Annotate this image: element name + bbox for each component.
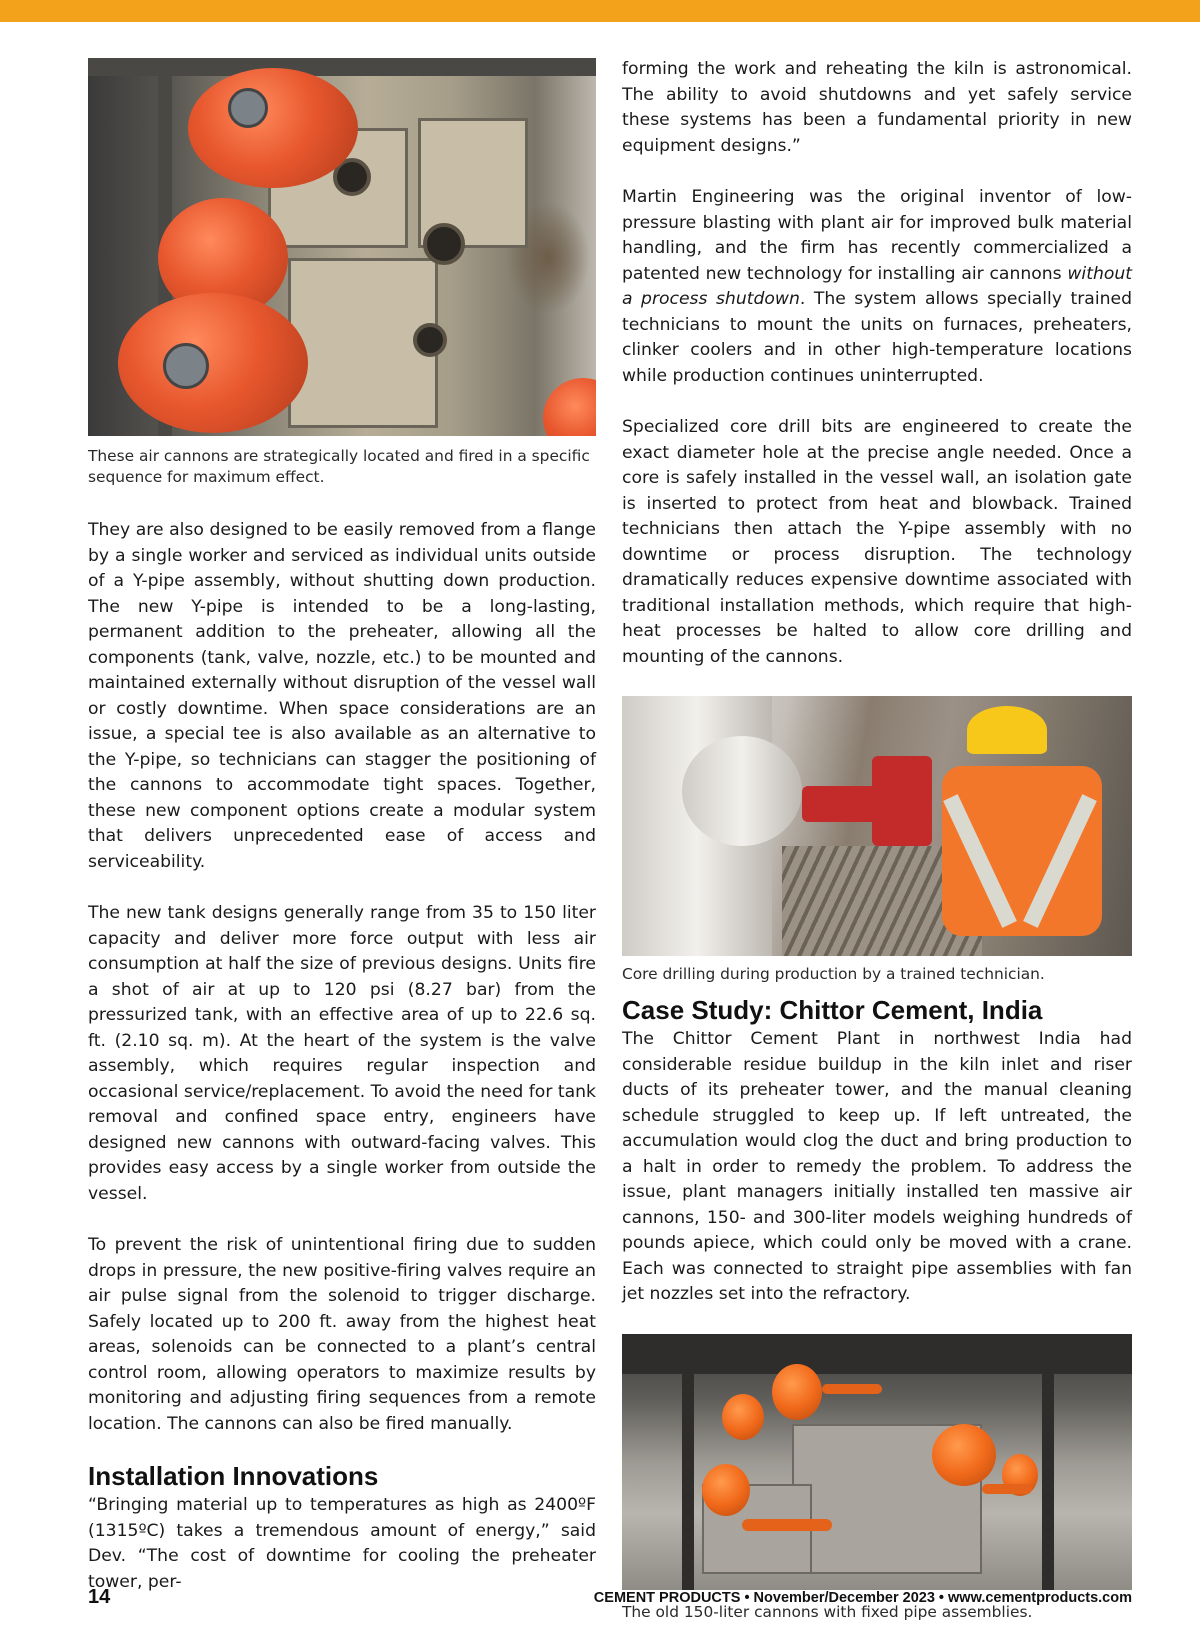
heading-case-study: Case Study: Chittor Cement, India [622, 995, 1043, 1025]
left-column [88, 58, 596, 1595]
paragraph-chittor-cement: The Chittor Cement Plant in northwest India had considerable residue buildup in the kiln inlet and riser ducts of its preheater tower, and the manual cleaning schedule struggled to keep up. If left untreated, the accumulation would clog the duct and bring production to a halt in order to remedy the problem. To address the issue, plant managers initially installed ten massive air cannons, 150- and 300-liter models weighing hundreds of pounds apiece, which could only be moved with a crane. Each was connected to straight pipe assemblies with fan jet nozzles set into the refractory. [622, 1029, 1132, 1304]
right-column [622, 58, 1132, 1623]
paragraph-quote-continued: forming the work and reheating the kiln is astronomical. The ability to avoid shutdowns and yet safely service these systems has been a fundamental priority in new equipment designs.” [622, 59, 1132, 156]
martin-engineering-emphasis: without a process shutdown [622, 263, 1132, 309]
martin-engineering-text-b: . The system allows specially trained technicians to mount the units on furnaces, preheaters, clinker coolers and in other high-temperature locations while production continues uninterrupted. [622, 289, 1132, 386]
paragraph-tank-designs: The new tank designs generally range from 35 to 150 liter capacity and deliver more force output with less air consumption at half the size of previous designs. Units fire a shot of air at up to 120 psi (8.27 bar) from the pressurized tank, with an effective area of up to 22.6 sq. ft. (2.10 sq. m). At the heart of the system is the valve assembly, which requires regular inspection and occasional service/replacement. To avoid the need for tank removal and confined space entry, engineers have designed new cannons with outward-facing valves. This provides easy access by a single worker from outside the vessel. [88, 903, 596, 1204]
paragraph-positive-firing: To prevent the risk of unintentional firing due to sudden drops in pressure, the new positive-firing valves require an air pulse signal from the solenoid to trigger discharge. Safely located up to 200 ft. away from the highest heat areas, solenoids can be connected to a plant’s central control room, allowing operators to maximize results by monitoring and adjusting firing sequences from a remote location. The cannons can also be fired manually. [88, 1235, 596, 1434]
core-drilling-photo [622, 696, 1132, 956]
paragraph-dev-quote: “Bringing material up to temperatures as high as 2400ºF (1315ºC) takes a tremendous amount of energy,” said Dev. “The cost of downtime for cooling the preheater tower, per- [88, 1495, 596, 1592]
page-footer [88, 1586, 1132, 1616]
old-cannons-photo [622, 1334, 1132, 1590]
photo-caption-air-cannons: These air cannons are strategically located and fired in a specific sequence for maximum effect. [88, 447, 590, 486]
photo-caption-old-cannons: The old 150-liter cannons with fixed pipe assemblies. [622, 1602, 1033, 1621]
publication-credit: CEMENT PRODUCTS • November/December 2023 • www.cementproducts.com [593, 1590, 1132, 1606]
photo-caption-core-drilling: Core drilling during production by a trained technician. [622, 965, 1045, 983]
martin-engineering-text-a: Martin Engineering was the original inventor of low-pressure blasting with plant air for improved bulk material handling, and the firm has recently commercialized a patented new technology for installing air cannons [622, 187, 1132, 284]
heading-installation-innovations: Installation Innovations [88, 1461, 379, 1491]
page-number: 14 [88, 1586, 111, 1608]
air-cannons-photo [88, 58, 596, 436]
paragraph-modular-removal: They are also designed to be easily removed from a flange by a single worker and serviced as individual units outside of a Y-pipe assembly, without shutting down production. The new Y-pipe is intended to be a long-lasting, permanent addition to the preheater, allowing all the components (tank, valve, nozzle, etc.) to be mounted and maintained externally without disruption of the vessel wall or costly downtime. When space considerations are an issue, a special tee is also available as an alternative to the Y-pipe, so technicians can stagger the positioning of the cannons to accommodate tight spaces. Together, these new component options create a modular system that delivers unprecedented ease of access and serviceability. [88, 520, 596, 872]
paragraph-core-drill: Specialized core drill bits are engineered to create the exact diameter hole at the precise angle needed. Once a core is safely installed in the vessel wall, an isolation gate is inserted to protect from heat and blowback. Trained technicians then attach the Y-pipe assembly with no downtime or process disruption. The technology dramatically reduces expensive downtime associated with traditional installation methods, which require that high-heat processes be halted to allow core drilling and mounting of the cannons. [622, 417, 1132, 667]
paragraph-martin-engineering [622, 185, 1132, 389]
top-accent-bar [0, 0, 1200, 22]
